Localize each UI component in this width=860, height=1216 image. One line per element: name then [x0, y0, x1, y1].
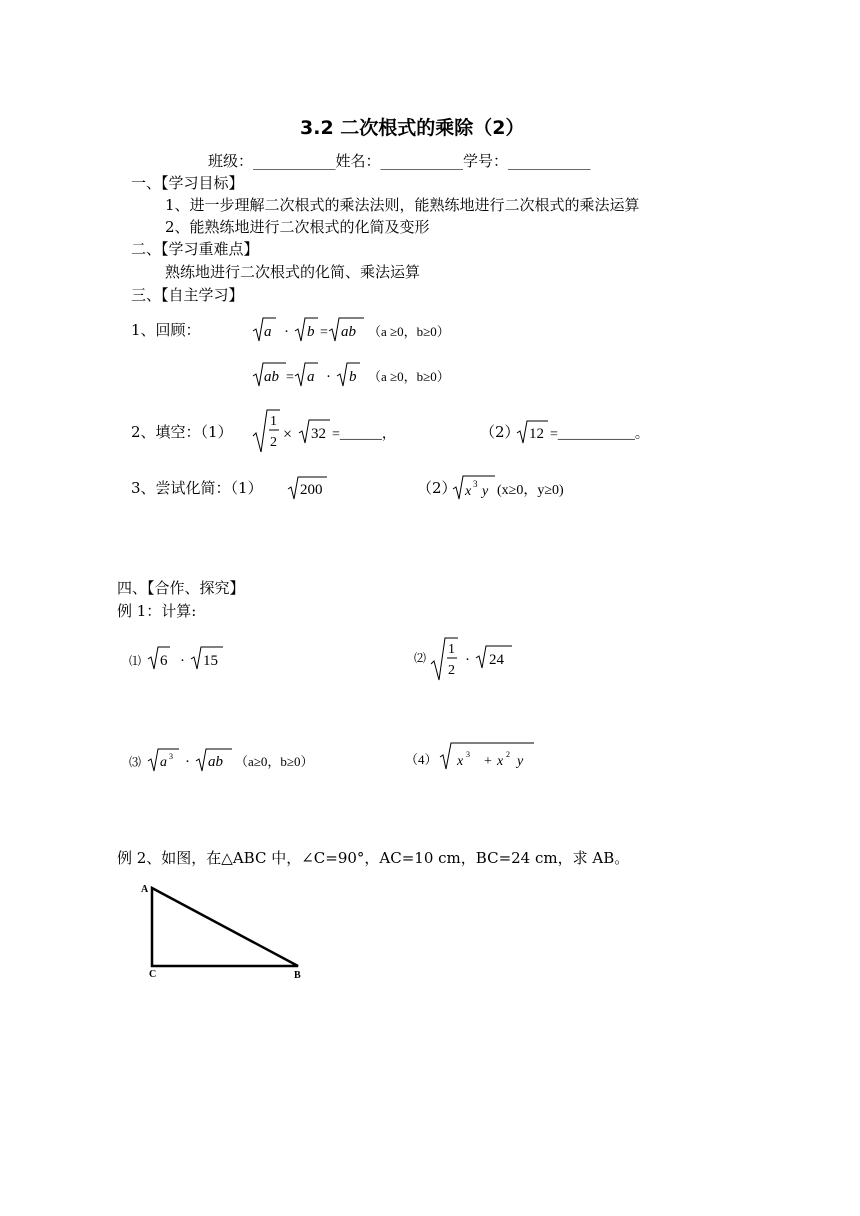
page-title: 3.2 二次根式的乘除（2）	[300, 117, 525, 139]
keypoints-text: 熟练地进行二次根式的化简、乘法运算	[165, 263, 421, 281]
problem-number: ⑵	[414, 651, 427, 665]
right-triangle-figure	[138, 880, 308, 980]
equals-sign: =	[320, 325, 328, 340]
radicand-12: 12	[529, 426, 544, 442]
example-1-problem-4	[405, 740, 545, 772]
goal-item-2: 2、能熟练地进行二次根式的化简及变形	[165, 218, 430, 236]
radicand-32: 32	[311, 426, 326, 442]
times-sign: ×	[283, 426, 293, 443]
radicand-b: b	[349, 369, 357, 385]
review-formula-1	[250, 314, 510, 344]
var-y: y	[517, 754, 524, 769]
fraction-numerator: 1	[270, 414, 277, 429]
simplify-formula-2	[450, 472, 630, 502]
radicand-ab: ab	[208, 754, 223, 770]
example-1-problem-3	[129, 748, 369, 778]
radicand-6: 6	[160, 653, 168, 669]
example-1-problem-1	[129, 645, 239, 675]
dot-operator: ·	[180, 653, 185, 669]
equals-sign: =	[286, 370, 294, 385]
fraction-numerator: 1	[448, 642, 455, 657]
vertex-label-a: A	[141, 884, 149, 895]
review-formula-2	[250, 359, 510, 389]
condition-text: （a≥0，b≥0）	[235, 754, 314, 769]
example-1-problem-2	[414, 635, 534, 685]
exponent-3: 3	[466, 750, 470, 759]
problem-number: ⑴	[129, 654, 142, 668]
radicand-a: a	[264, 324, 272, 340]
var-y: y	[482, 484, 489, 499]
fraction-denominator: 2	[448, 663, 455, 678]
dot-operator: ·	[185, 754, 190, 770]
condition-text: (x≥0，y≥0)	[497, 483, 564, 498]
section-heading-selfstudy: 三、【自主学习】	[131, 286, 244, 304]
example-1-label: 例 1：计算:	[117, 602, 197, 620]
dot-operator: ·	[326, 369, 331, 385]
fill-formula-1	[250, 406, 420, 456]
section-heading-keypoints: 二、【学习重难点】	[131, 240, 259, 258]
var-x: x	[497, 754, 504, 769]
fill-label-2: （2）	[480, 423, 520, 441]
section-heading-goals: 一、【学习目标】	[131, 174, 244, 192]
simplify-label-2: （2）	[417, 479, 457, 497]
var-a: a	[160, 755, 167, 770]
var-x: x	[457, 754, 464, 769]
problem-number: ⑶	[129, 755, 142, 769]
example-2-text: 例 2、如图，在△ABC 中，∠C=90°，AC=10 cm，BC=24 cm，求 AB。	[117, 849, 630, 867]
radicand-a: a	[307, 369, 315, 385]
student-info-line: 班级：___________姓名：___________学号：___________	[208, 152, 591, 170]
condition-text: （a ≥0，b≥0）	[368, 369, 450, 384]
radicand-b: b	[307, 324, 315, 340]
review-label: 1、回顾：	[131, 321, 201, 339]
radicand-15: 15	[203, 653, 218, 669]
exponent-3: 3	[473, 479, 478, 489]
vertex-label-b: B	[294, 970, 301, 980]
plus-sign: +	[484, 754, 492, 769]
fraction-denominator: 2	[270, 435, 277, 450]
exponent-2: 2	[506, 750, 510, 759]
radicand-ab: ab	[341, 324, 356, 340]
var-x: x	[465, 484, 472, 499]
goal-item-1: 1、进一步理解二次根式的乘法法则，能熟练地进行二次根式的乘法运算	[165, 196, 640, 214]
answer-blank-1: =______，	[332, 427, 396, 442]
triangle-shape	[152, 888, 298, 966]
exponent-3: 3	[169, 752, 173, 761]
fill-label: 2、填空：（1）	[131, 423, 233, 441]
simplify-formula-1	[285, 476, 345, 502]
section-heading-explore: 四、【合作、探究】	[117, 579, 245, 597]
condition-text: （a ≥0，b≥0）	[368, 324, 450, 339]
problem-number: （4）	[405, 752, 438, 767]
vertex-label-c: C	[149, 969, 157, 980]
dot-operator: ·	[284, 324, 289, 340]
dot-operator: ·	[465, 652, 470, 668]
radicand-24: 24	[489, 652, 504, 668]
radicand-ab: ab	[264, 369, 279, 385]
fill-formula-2	[514, 420, 674, 446]
simplify-label: 3、尝试化简：（1）	[131, 479, 263, 497]
radicand-200: 200	[300, 482, 323, 498]
answer-blank-2: =___________。	[550, 427, 649, 442]
